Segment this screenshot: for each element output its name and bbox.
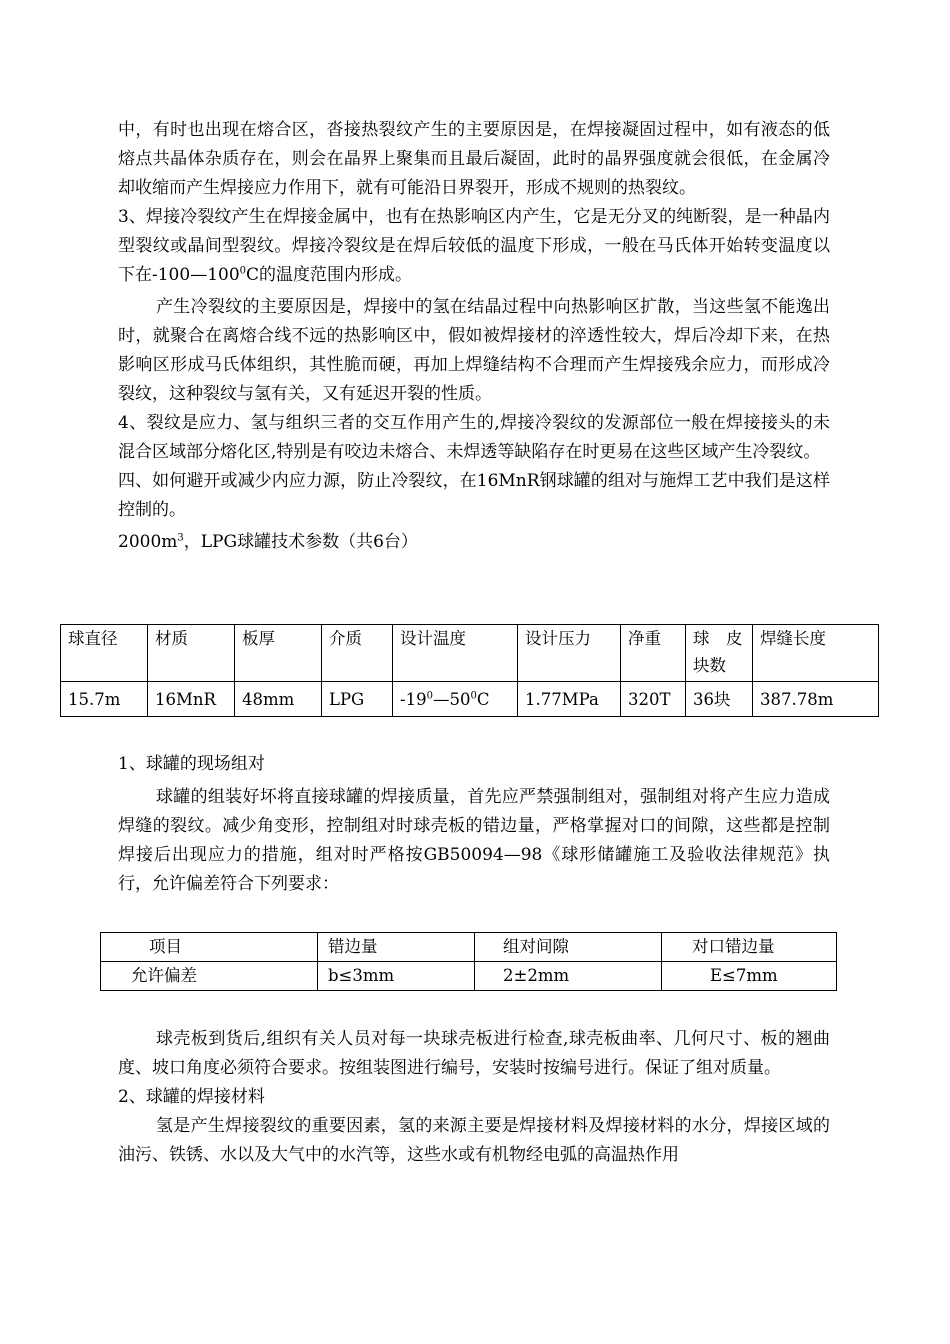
cold-crack-text-end: C的温度范围内形成。 [246,265,413,285]
header-plates: 球 皮块数 [686,625,753,682]
upper-text-block [118,116,830,555]
section-after-table [118,1025,830,1170]
cell-design-pressure: 1.77MPa [518,682,621,717]
paragraph-section-four: 四、如何避开或减少内应力源，防止冷裂纹，在16MnR钢球罐的组对与施焊工艺中我们是这样控制的。 [118,471,830,520]
cell-thickness: 48mm [235,682,322,717]
temp-unit: C [476,689,490,709]
header-material: 材质 [148,625,235,682]
header-weld-length: 焊缝长度 [753,625,879,682]
table-caption [118,529,830,555]
heading-assembly: 1、球罐的现场组对 [118,754,265,774]
temp-high: —50 [432,689,471,709]
temp-low: -19 [400,689,427,709]
tol-cell-gap: 2±2mm [475,962,662,991]
tol-header-misalignment: 错边量 [318,933,475,962]
paragraph-assembly: 球罐的组装好坏将直接球罐的焊接质量，首先应严禁强制组对，强制组对将产生应力造成焊缝的裂纹。减少角变形，控制组对时球壳板的错边量，严格掌握对口的间隙，这些都是控制焊接后出现应力的措施，组对时严格按GB50094—98《球形储罐施工及验收法律规范》执行，允许偏差符合下列要求： [118,787,830,894]
caption-volume: 2000m [118,532,178,552]
cell-weld-length: 387.78m [753,682,879,717]
tol-cell-misalignment: b≤3mm [318,962,475,991]
cell-medium: LPG [322,682,393,717]
caption-text: ，LPG球罐技术参数（共6台） [183,532,418,552]
tol-header-item: 项目 [101,933,318,962]
cold-crack-text: 3、焊接冷裂纹产生在焊接金属中，也有在热影响区内产生，它是无分叉的纯断裂，是一种晶内型裂纹或晶间型裂纹。焊接冷裂纹是在焊后较低的温度下形成，一般在马氏体开始转变温度以下在-100—100 [118,207,830,285]
header-design-temp: 设计温度 [393,625,518,682]
tol-header-gap: 组对间隙 [475,933,662,962]
paragraph-inspection: 球壳板到货后,组织有关人员对每一块球壳板进行检查,球壳板曲率、几何尺寸、板的翘曲度、坡口角度必须符合要求。按组装图进行编号，安装时按编号进行。保证了组对质量。 [118,1029,830,1078]
header-weight: 净重 [621,625,686,682]
paragraph-crack-interaction: 4、裂纹是应力、氢与组织三者的交互作用产生的,焊接冷裂纹的发源部位一般在焊接接头的未混合区域部分熔化区,特别是有咬边未熔合、未焊透等缺陷存在时更易在这些区域产生冷裂纹。 [118,413,830,462]
header-thickness: 板厚 [235,625,322,682]
header-medium: 介质 [322,625,393,682]
header-design-pressure: 设计压力 [518,625,621,682]
tolerance-table [100,932,837,991]
table-data-row [61,682,879,717]
paragraph-hot-crack: 中，有时也出现在熔合区，沓接热裂纹产生的主要原因是，在焊接凝固过程中，如有液态的低熔点共晶体杂质存在，则会在晶界上聚集而且最后凝固，此时的晶界强度就会很低，在金属冷却收缩而产生焊接应力作用下，就有可能沿日界裂开，形成不规则的热裂纹。 [118,120,830,198]
cell-weight: 320T [621,682,686,717]
header-diameter: 球直径 [61,625,148,682]
paragraph-cold-crack [118,203,830,290]
cell-design-temp [393,682,518,717]
cell-diameter: 15.7m [61,682,148,717]
tol-cell-allowed: 允许偏差 [101,962,318,991]
table-header-row [61,625,879,682]
tolerance-header-row [101,933,837,962]
heading-welding-material: 2、球罐的焊接材料 [118,1087,265,1107]
caption-superscript: 3 [177,532,184,544]
tech-params-table [60,624,879,717]
temp-sup-1: 0 [426,690,433,701]
section-assembly [118,750,830,899]
tol-header-joint-misalignment: 对口错边量 [662,933,837,962]
degree-superscript: 0 [239,265,247,277]
temp-sup-2: 0 [470,690,477,701]
tol-cell-joint-misalignment: E≤7mm [662,962,837,991]
paragraph-hydrogen: 氢是产生焊接裂纹的重要因素，氢的来源主要是焊接材料及焊接材料的水分，焊接区域的油污、铁锈、水以及大气中的水汽等，这些水或有机物经电弧的高温热作用 [118,1116,830,1165]
paragraph-cold-crack-cause: 产生冷裂纹的主要原因是，焊接中的氢在结晶过程中向热影响区扩散，当这些氢不能逸出时，就聚合在离熔合线不远的热影响区中，假如被焊接材的淬透性较大，焊后冷却下来，在热影响区形成马氏体组织，其性脆而硬，再加上焊缝结构不合理而产生焊接残余应力，而形成冷裂纹，这种裂纹与氢有关，又有延迟开裂的性质。 [118,297,830,404]
tolerance-data-row [101,962,837,991]
cell-plates: 36块 [686,682,753,717]
cell-material: 16MnR [148,682,235,717]
